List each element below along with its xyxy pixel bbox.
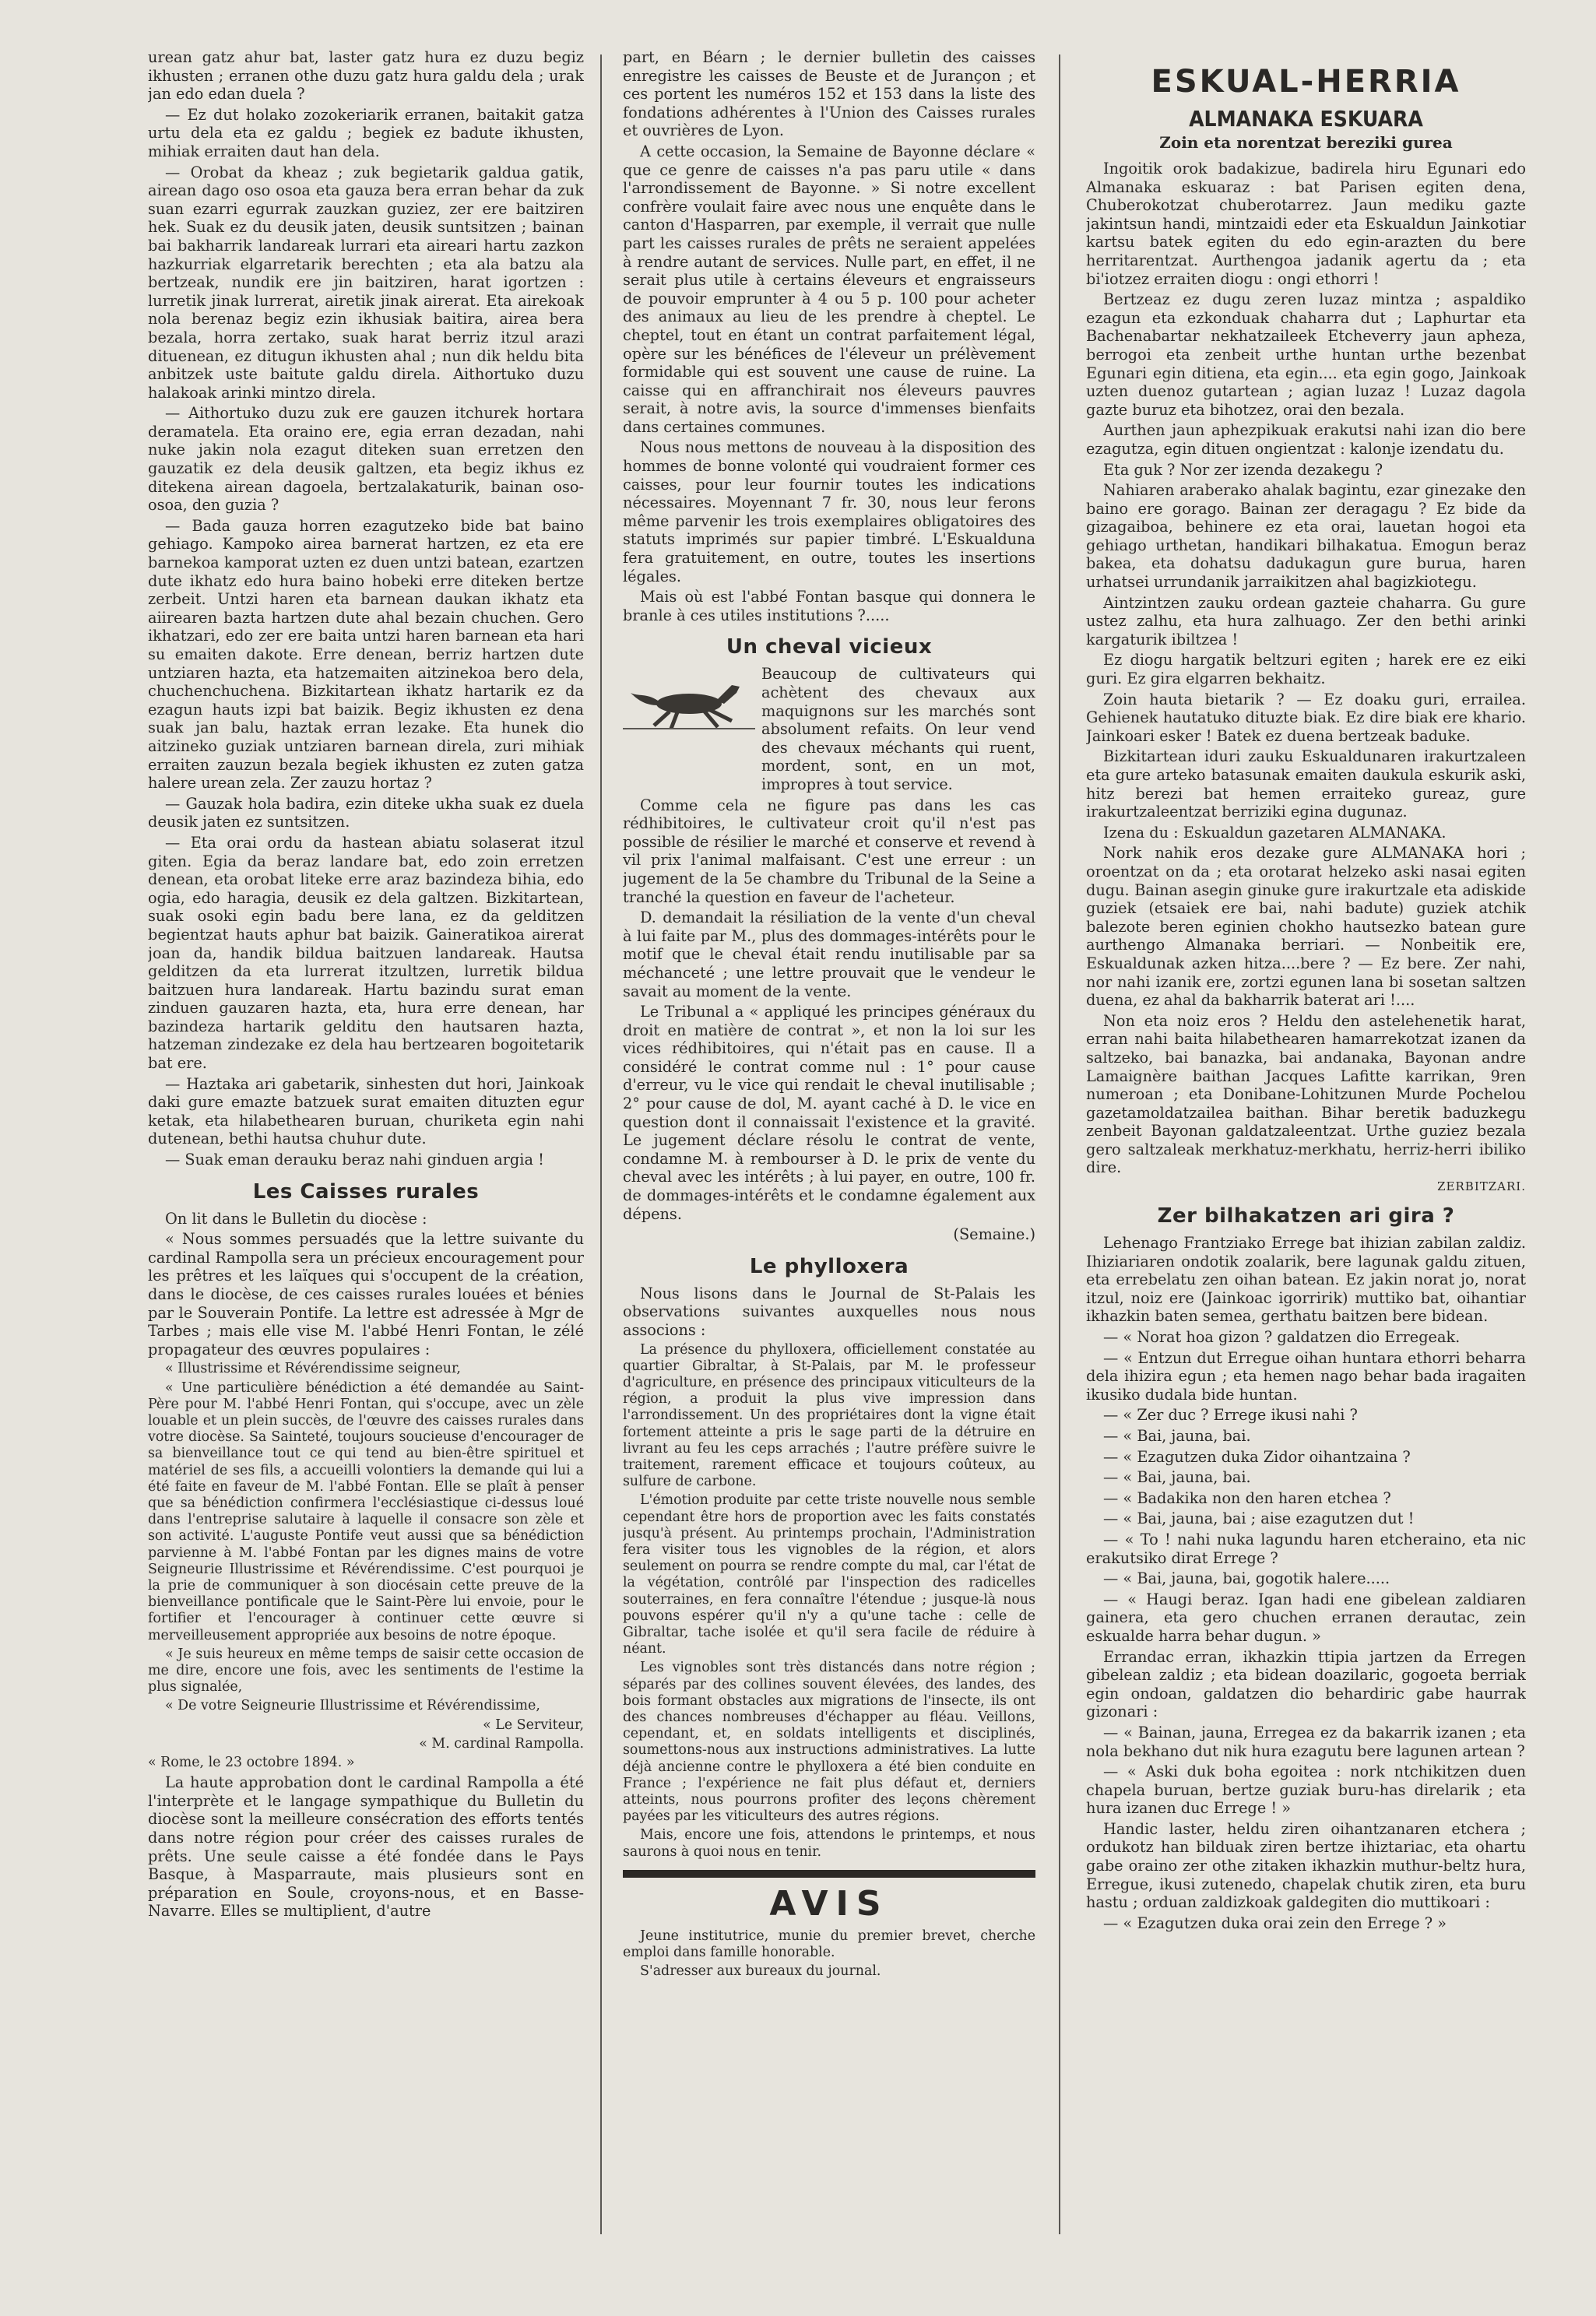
paragraph: Nous nous mettons de nouveau à la disposition des hommes de bonne volonté qui voudraient former ces caisses, pour leur fournir toutes les indications nécessaires. Moyennant 7 fr. 30, nous leur ferons même parvenir les trois exemplaires obligatoires des statuts imprimés sur papier timbré. L'Eskualduna fera gratuitement, en outre, toutes les insertions légales. — [623, 438, 1035, 585]
letter-paragraph: « De votre Seigneurie Illustrissime et Révérendissime, — [165, 1698, 540, 1714]
dialogue-line: — « Bainan, jauna, Erregea ez da bakarrik izanen ; eta nola bekhano dut nik hura ezagutu bere lagunen artean ? — [1086, 1723, 1526, 1760]
column-middle — [623, 48, 1035, 2251]
almanaka-title: ALMANAKA ESKUARA — [1189, 106, 1423, 132]
article-title-phylloxera: Le phylloxera — [749, 1254, 909, 1278]
section-rule — [623, 1870, 1035, 1878]
dialogue-line: — « Bai, jauna, bai, gogotik halere..... — [1103, 1569, 1390, 1588]
paragraph: — Haztaka ari gabetarik, sinhesten dut hori, Jainkoak daki gure emazte batzuek surat emaiten dituzten egur ketak, eta hilabethearen buruan, churiketa egin nahi dutenean, bethi hautsa chuhur dute. — [148, 1074, 584, 1148]
paragraph: Non eta noiz eros ? Heldu den astelehenetik harat, erran nahi baita hilabethearen hamarrekotzat izanen da saltzeko, bai banazka, bai andanaka, Bayonan andre Lamaignère baithan Jacques Lafitte karrikan, 9ren numeroan ; eta Donibane-Lohitzunen Murde Pochelou gazetamoldatzailea baithan. Bihar beretik baduzkegu zenbeit Bayonan galdatzaleentzat. Urthe guziez bezala gero saltzaleak merkhatuz-merkhatu, herriz-herri ibiliko dire. — [1086, 1011, 1526, 1177]
column-right — [1086, 48, 1526, 2251]
letter-signature: « M. cardinal Rampolla. — [419, 1735, 584, 1752]
letter-paragraph: « Une particulière bénédiction a été demandée au Saint-Père pour M. l'abbé Henri Fontan, qui s'occupe, avec un zèle louable et un plein succès, de l'œuvre des caisses rurales dans votre diocèse. Sa Sainteté, toujours soucieuse d'encourager de sa bienveillance tout ce qui tend au bien-être spirituel et matériel de ses fils, a accueilli volontiers la demande qui lui a été faite en faveur de M. l'abbé Fontan. Elle se plaît à penser que sa bénédiction confirmera l'ecclésiastique ci-dessus loué dans l'entreprise salutaire à laquelle il consacre son zèle et son activité. L'auguste Pontife veut aussi que sa bénédiction parvienne à M. l'abbé Fontan par les dignes mains de votre Seigneurie Illustrissime et Révérendissime. C'est pourquoi je la prie de communiquer à son diocésain cette preuve de la bienveillance pontificale que le Saint-Père lui envoie, pour le fortifier et l'encourager à continuer cette œuvre si merveilleusement appropriée aux besoins de notre époque. — [148, 1379, 584, 1643]
paragraph: Les vignobles sont très distancés dans notre région ; séparés par des collines souvent élevées, des landes, des bois formant obstacles aux migrations de l'insecte, ils ont des chances nombreuses d'échapper au fléau. Veillons, cependant, et, en soldats intelligents et disciplinés, soumettons-nous aux instructions administratives. La lutte déjà ancienne contre le phylloxera a été bien conduite en France ; l'expérience ne fait plus défaut et, derniers atteints, nous pourrons profiter des leçons chèrement payées par les viticulteurs des autres régions. — [623, 1660, 1035, 1825]
dialogue-line: — « To ! nahi nuka lagundu haren etcheraino, eta nic erakutsiko dirat Errege ? — [1086, 1530, 1526, 1567]
dialogue-line: — « Zer duc ? Errege ikusi nahi ? — [1103, 1406, 1358, 1425]
paragraph: Errandac erran, ikhazkin ttipia jartzen da Erregen gibelean zaldiz ; eta bidean doazilaric, gogoeta berriak egin ondoan, galdatzen dio behardiric gabe haurrak gizonari : — [1086, 1647, 1526, 1721]
paragraph: — Ez dut holako zozokeriarik erranen, baitakit gatza urtu dela eta ez galdu ; begiek ez badute ikhusten, mihiak erraiten daut han dela. — [148, 105, 584, 160]
paragraph: Ingoitik orok badakizue, badirela hiru Egunari edo Almanaka eskuaraz : bat Parisen egiten dena, Chuberokotzat chuberotarrez. Jaun mediku gazte jakintsun handi, mintzaidi eder eta Eskualdun Jainkotiar kartsu batek egiten du edo egin-arazten du bere herritarentzat. Aurthengoa jadanik agertu da ; eta bi'iotzez erraiten diogu : ongi ethorri ! — [1086, 160, 1526, 288]
article-source: (Semaine.) — [953, 1225, 1035, 1244]
paragraph: urean gatz ahur bat, laster gatz hura ez duzu begiz ikhusten ; erranen othe duzu gatz hura galdu dela ; urak jan edo edan duela ? — [148, 48, 584, 104]
letter-paragraph: « Je suis heureux en même temps de saisir cette occasion de me dire, encore une fois, avec les sentiments de l'estime la plus signalée, — [148, 1646, 584, 1696]
article-title-zer-bilhakatzen: Zer bilhakatzen ari gira ? — [1157, 1204, 1455, 1228]
paragraph: Aurthen jaun aphezpikuak erakutsi nahi izan dio bere ezagutza, egin dituen ongientzat : kalonje izendatu du. — [1086, 421, 1526, 458]
paragraph: — Gauzak hola badira, ezin diteke ukha suak ez duela deusik jaten ez suntsitzen. — [148, 794, 584, 831]
paragraph: — Eta orai ordu da hastean abiatu solaserat itzul giten. Egia da beraz landare bat, edo zoin erretzen denean, eta orobat liteke erre araz bazindeza bihia, edo ogia, edo haragia, deusik ez dela galtzen. Bizkitartean, suak osoki egin badu bere lana, ez da gelditzen begientzat hauts aphur bat baizik. Gaineratikoa airerat joan da, handik bildua baitzuen landareak. Hautsa gelditzen da eta lurrerat itzultzen, lurretik bildua baitzuen hura landareak. Hartu bazindu surat eman zinduen gauzaren hazta, eta, hura erre denean, har bazindeza hartarik gelditu den hautsaren hazta, hatzeman zindezake ez dela hau bertzearen bogoitetarik bat ere. — [148, 833, 584, 1073]
dialogue-line: — « Badakika non den haren etchea ? — [1103, 1488, 1391, 1507]
paragraph: La haute approbation dont le cardinal Rampolla a été l'interprète et le langage sympathique du Bulletin du diocèse sont la meilleure consécration des efforts tentés dans notre région pour créer des caisses rurales de prêts. Une seule caisse a été fondée dans le Pays Basque, à Masparraute, mais plusieurs sont en préparation en Soule, croyons-nous, et en Basse-Navarre. Elles se multiplient, d'autre — [148, 1773, 584, 1921]
paragraph: Handic laster, heldu ziren oihantzanaren etchera ; ordukotz han bilduak ziren bertze ihiztariac, eta ohartu gabe oraino zer othe zitaken ikhazkin muthur-beltz hura, Erregue, ikusi zutenedo, chapelak chutik ziren, eta buru hastu ; orduan zaldizkoak galdegiten dio muttikoari : — [1086, 1819, 1526, 1912]
avis-text: Jeune institutrice, munie du premier brevet, cherche emploi dans famille honorable. — [623, 1928, 1035, 1961]
paragraph: Ez diogu hargatik beltzuri egiten ; harek ere ez eiki guri. Ez gira elgarren bekhaitz. — [1086, 651, 1526, 688]
paragraph: — Suak eman derauku beraz nahi ginduen argia ! — [165, 1151, 544, 1169]
cheval-lead — [623, 665, 1035, 796]
paragraph: Nahiaren araberako ahalak bagintu, ezar ginezake den baino ere gorago. Bainan zer deragagu ? Ez bide da gizagaiboa, behinere ez eta orai, lauetan hogoi eta gehiago urthetan, handikari bilhakatua. Emogun beraz bakea, eta dohatsu dadukagun gure burua, haren urhatsei urrundanik jarraikitzen ahal bagizkiotegu. — [1086, 481, 1526, 592]
basque-dialogue-text — [148, 48, 584, 1169]
dialogue-line: — « Bai, jauna, bai. — [1103, 1468, 1251, 1487]
letter-signature: « Le Serviteur, — [483, 1717, 584, 1733]
dialogue-line: — « Bai, jauna, bai. — [1103, 1427, 1251, 1445]
article-title-caisses-rurales: Les Caisses rurales — [252, 1179, 480, 1204]
paragraph: On lit dans le Bulletin du diocèse : — [165, 1209, 427, 1228]
paragraph: Lehenago Frantziako Errege bat ihizian zabilan zaldiz. Ihiziariaren ondotik zoalarik, bere lagunak galdu zituen, eta errebelatu zen oihan batean. Ez jakin norat jo, norat itzul, noiz ere (Jainkoac igorririk) muttiko bat, oihantiar ikhazkin baten semea, gerthatu baitzen bere bidean. — [1086, 1234, 1526, 1326]
avis-heading: AVIS — [769, 1883, 889, 1924]
paragraph: Beaucoup de cultivateurs qui achètent des chevaux aux maquignons sur les marchés sont absolument refaits. On leur vend des chevaux méchants qui ruent, mordent, sont, en un mot, impropres à tout service. — [761, 665, 1035, 793]
paragraph: D. demandait la résiliation de la vente d'un cheval à lui faite par M., plus des dommages-intérêts pour le motif que le cheval était rendu inutilisable par sa méchanceté ; une lettre prouvait que le vendeur le savait au moment de la vente. — [623, 908, 1035, 1000]
paragraph: — Bada gauza horren ezagutzeko bide bat baino gehiago. Kampoko airea barnerat hartzen, ez eta ere barnekoa kamporat uzten ez duen untzi batean, ezartzen dute ikhatz edo hura baino hobeki erre diteken bertze zerbeit. Untzi haren eta barnean daukan ikhatz eta aiirearen bazta hartzen dute ahal bezain chuchen. Gero ikhatzari, edo zer ere baita untzi haren barnean eta hari su emaiten dakote. Erre denean, berriz hartzen dute untziaren hazta, eta hatzemaiten aitzinekoa bero dela, chuchenchuchena. Bizkitartean ikhatz hartarik ez da ezagun hauts izpi bat baizik. Begiz ikhusten ez dena suak jan balu, haztak erran lezake. Eta hunek dio aitzineko guziak untziaren barnean direla, zuri mihiak erraiten zauzun bezala begiek ikhusten ez zuten gatza halere urean zela. Zer zauzu hortaz ? — [148, 516, 584, 793]
dialogue-line: — « Aski duk boha egoitea : nork ntchikitzen duen chapela buruan, bertze guziak buru-has direlarik ; eta hura izanen duc Errege ! » — [1086, 1762, 1526, 1818]
article-title-cheval-vicieux: Un cheval vicieux — [726, 635, 933, 659]
paragraph: La présence du phylloxera, officiellement constatée au quartier Gibraltar, à St-Palais, par M. le professeur d'agriculture, en présence des principaux viticulteurs de la région, a produit la plus vive impression dans l'arrondissement. Un des propriétaires dont la vigne était fortement atteinte a pris le sage parti de la détruire en livrant au feu les ceps arrachés ; l'autre préfère suivre le traitement, rarement efficace et toujours coûteux, au sulfure de carbone. — [623, 1341, 1035, 1490]
paragraph: Bertzeaz ez dugu zeren luzaz mintza ; aspaldiko ezagun eta ezkonduak chaharra dut ; Laphurtar eta Bachenabartar nekhatzaileek Etcheverry jaun apheza, berrogoi eta zenbeit urthe huntan urthe bezenbat Egunari egin ditiena, eta egin.... eta egin gogo, Jainkoak uzten duenoz gutartean ; agian luzaz ! Luzaz dagola gazte buruz eta bihotzez, orai den bezala. — [1086, 290, 1526, 419]
dialogue-line: — « Ezagutzen duka orai zein den Errege ? » — [1103, 1914, 1447, 1932]
dialogue-line: — « Haugi beraz. Igan hadi ene gibelean zaldiaren gainera, eta gero chuchen erranen derautac, zein eskualde harra behar dugun. » — [1086, 1590, 1526, 1645]
paragraph: Bizkitartean iduri zauku Eskualdunaren irakurtzaleen eta gure arteko batasunak emaiten daukula eskurik aski, hitz berezi bat hemen erraiteko gureaz, gure irakurtzaleentzat berriziki egina dugunaz. — [1086, 747, 1526, 821]
paragraph: Mais où est l'abbé Fontan basque qui donnera le branle à ces utiles institutions ?..... — [623, 588, 1035, 624]
paragraph: Mais, encore une fois, attendons le printemps, et nous saurons à quoi nous en tenir. — [623, 1827, 1035, 1860]
letter-paragraph: « Illustrissime et Révérendissime seigneur, — [165, 1361, 461, 1377]
letter-date: « Rome, le 23 octobre 1894. » — [148, 1755, 355, 1771]
dialogue-line: — « Bai, jauna, bai ; aise ezagutzen dut ! — [1103, 1509, 1415, 1528]
paragraph: Nork nahik eros dezake gure ALMANAKA hori ; oroentzat on da ; eta orotarat helzeko aski nasai egiten dugu. Bainan asegin ginuke gure irakurtzale eta adiskide guziek (etsaiek ere bai, nahi badute) guziek atchik balezote beren eginien chokho hautsezko batean gure aurthengo Almanaka berriari. — Nonbeitik ere, Eskualdunak azken hitza....bere ? — Ez bere. Zer nahi, nor nahi izanik ere, zortzi egunen lana bi sosetan saltzen duena, ez ahal da bakharrik baterat ari !.... — [1086, 844, 1526, 1010]
paragraph: L'émotion produite par cette triste nouvelle nous semble cependant être hors de proportion avec les faits constatés jusqu'à présent. Au printemps prochain, l'Administration fera visiter tous les vignobles de la région, et alors seulement on pourra se rendre compte du mal, car l'état de la végétation, contrôlé par l'inspection des radicelles souterraines, en fera connaître l'étendue ; jusque-là nous pouvons espérer qu'il n'y a qu'une tache : celle de Gibraltar, tache isolée et qu'il sera facile de réduire à néant. — [623, 1492, 1035, 1657]
dialogue-line: — « Entzun dut Erregue oihan huntara ethorri beharra dela ihizira egun ; eta hemen nago behar bada iragaiten ikusiko dudala bide huntan. — [1086, 1348, 1526, 1404]
section-masthead: ESKUAL-HERRIA — [1151, 64, 1461, 100]
dialogue-line: — « Ezagutzen duka Zidor oihantzaina ? — [1103, 1447, 1411, 1466]
paragraph: — Orobat da kheaz ; zuk begietarik galdua gatik, airean dago oso osoa eta gauza bera erran behar da zuk suan ezarri egurrak zauzkan guziez, zer ere baitziren hek. Suak ez du deusik jaten, deusik suntsitzen ; bainan bai bakharrik landareak lurrari eta aireari hartu zazkon hazkurriak elgarretarik berechten ; eta ala batzu ala bertzeak, nundik ere jin baitziren, harat igortzen : lurretik jinak lurrerat, airetik jinak airerat. Eta airekoak nola berenaz begiz ezin ikhusiak baitira, airea bera bezala, horra zertako, suak harat berriz itzul arazi dituenean, ez ditugun ikhusten ahal ; nun dik heldu bita anbitzek uste baitute galdu direla. Aithortuko duzu halakoak arinki mintzo direla. — [148, 163, 584, 402]
column-divider — [1059, 54, 1060, 2234]
column-left — [148, 48, 584, 2251]
paragraph: Eta guk ? Nor zer izenda dezakegu ? — [1103, 460, 1383, 479]
paragraph: Nous lisons dans le Journal de St-Palais les observations suivantes auxquelles nous nous associons : — [623, 1284, 1035, 1339]
article-signature: ZERBITZARI. — [1437, 1179, 1526, 1194]
paragraph: « Nous sommes persuadés que la lettre suivante du cardinal Rampolla sera un précieux encouragement pour les prêtres et les laïques qui s'occupent de la création, dans le diocèse, de ces caisses rurales louées et bénies par le Souverain Pontife. La lettre est adressée à Mgr de Tarbes ; mais elle vise M. l'abbé Henri Fontan, le zélé propagateur des œuvres populaires : — [148, 1230, 584, 1358]
paragraph: Comme cela ne figure pas dans les cas rédhibitoires, le cultivateur croit qu'il n'est pas possible de résilier le marché et conserve et revend à vil prix l'animal malfaisant. C'est une erreur : un jugement de la 5e chambre du Tribunal de la Seine a tranché la question en faveur de l'acheteur. — [623, 796, 1035, 906]
paragraph: Aintzintzen zauku ordean gazteie chaharra. Gu gure ustez zalhu, eta hura zalhuago. Zer den bethi arinki kargaturik ibiltzea ! — [1086, 593, 1526, 648]
paragraph: Zoin hauta bietarik ? — Ez doaku guri, errailea. Gehienek hautatuko dituzte biak. Ez dire biak ere khario. Jainkoari esker ! Batek ez duena bertzeak baduke. — [1086, 690, 1526, 745]
paragraph: part, en Béarn ; le dernier bulletin des caisses enregistre les caisses de Beuste et de Jurançon ; et ces portent les numéros 152 et 153 dans la liste des fondations adhérentes à l'Union des Caisses rurales et ouvrières de Lyon. — [623, 48, 1035, 140]
paragraph: — Aithortuko duzu zuk ere gauzen itchurek hortara deramatela. Eta oraino ere, egia erran dezadan, nahi nuke jakin nola ezagut diteken suan erretzen den gauzatik ez dela deusik galtzen, eta begiz ikhus ez ditekena airean dagoela, bertzalakaturik, bainan oso-osoa, den guzia ? — [148, 404, 584, 515]
paragraph: A cette occasion, la Semaine de Bayonne déclare « que ce genre de caisses n'a pas paru utile « dans l'arrondissement de Bayonne. » Si notre excellent confrère voulait faire avec nous une enquête dans le canton d'Hasparren, par exemple, il verrait que nulle part les caisses rurales de prêts ne seraient appelées à rendre autant de services. Nulle part, en effet, il ne serait plus utile à certains éleveurs et engraisseurs de pouvoir emprunter à 4 ou 5 p. 100 pour acheter des animaux au lieu de les prendre à cheptel. Le cheptel, tout en étant un contrat parfaitement légal, opère sur les bénéfices de l'éleveur un prélèvement formidable qui est souvent une cause de ruine. La caisse qui en affranchirait nos éleveurs pauvres serait, à notre avis, la source d'immenses bienfaits dans certaines communes. — [623, 142, 1035, 436]
almanaka-subtitle: Zoin eta norentzat bereziki gurea — [1159, 133, 1453, 152]
column-divider — [600, 54, 602, 2234]
paragraph: Le Tribunal a « appliqué les principes généraux du droit en matière de contrat », et non la loi sur les vices rédhibitoires, qui n'était pas en cause. Il a considéré le contrat comme nul : 1° pour cause d'erreur, vu le vice qui rendait le cheval inutilisable ; 2° pour cause de dol, M. ayant caché à D. le vice en question dont il connaissait l'existence et la gravité. Le jugement déclare résolu le contrat de vente, condamne M. à rembourser à D. le prix de vente du cheval avec les intérêts ; à lui payer, en outre, 100 fr. de dommages-intérêts et le condamne également aux dépens. — [623, 1003, 1035, 1223]
dialogue-line: — « Norat hoa gizon ? galdatzen dio Erregeak. — [1103, 1328, 1461, 1347]
avis-text: S'adresser aux bureaux du journal. — [640, 1963, 881, 1980]
horse-illustration — [623, 669, 755, 732]
paragraph: Izena du : Eskualdun gazetaren ALMANAKA. — [1103, 823, 1447, 842]
